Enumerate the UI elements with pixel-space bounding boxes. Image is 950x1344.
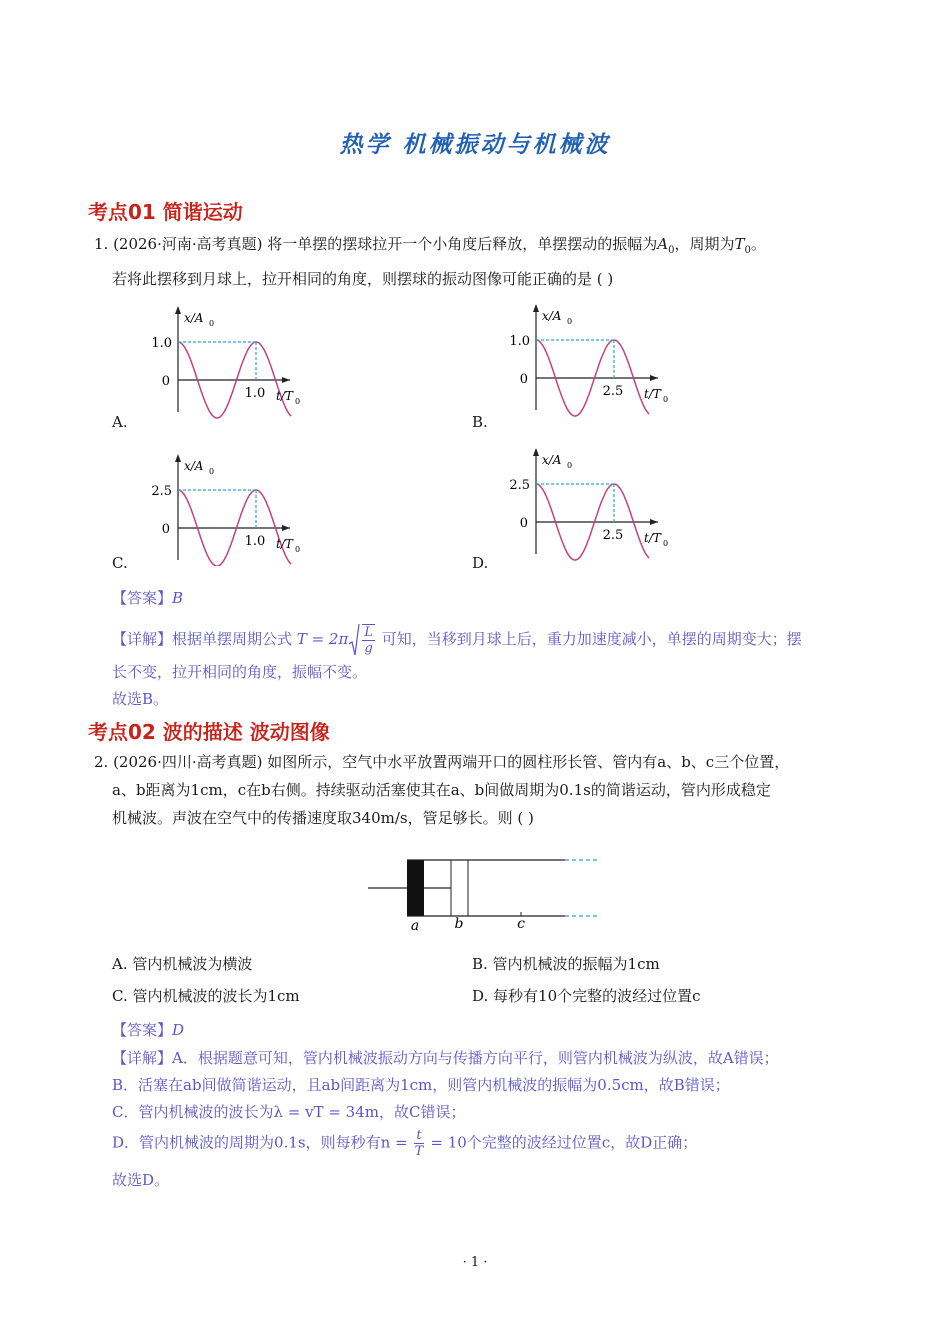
option-d-label: D. [472, 554, 489, 572]
question-1-text-mid: ，周期为 [674, 235, 735, 253]
page-title: 热学 机械振动与机械波 [339, 131, 611, 158]
question-1-text-end: 。 [750, 235, 766, 253]
period-subscript: 0 [744, 245, 751, 256]
detail-d-text: D．管内机械波的周期为0.1s，则每秒有n = [112, 1133, 408, 1152]
answer-value: B [172, 589, 184, 607]
q2-option-c: C. 管内机械波的波长为1cm [112, 987, 300, 1005]
q2-option-b: B. 管内机械波的振幅为1cm [472, 955, 660, 973]
graph-b-x-axis-label: t/T [644, 387, 661, 401]
detail-2-line-end: 故选D。 [112, 1171, 170, 1189]
graph-c-x-axis-label: t/T [276, 537, 293, 551]
graph-c-y-tick-label: 2.5 [151, 484, 172, 499]
graph-a-y-arrow [175, 306, 181, 314]
graph-d-y-axis-subscript: 0 [567, 461, 573, 470]
tube-diagram [365, 852, 605, 934]
option-a-label: A. [112, 413, 128, 431]
option-c-graph [140, 448, 320, 566]
section-title-2: 考点02 波的描述 波动图像 [88, 720, 330, 744]
formula-period: T = 2π [296, 630, 349, 648]
graph-d-x-axis-subscript: 0 [663, 539, 669, 548]
detail-1-line-2: 长不变，拉开相同的角度，振幅不变。 [112, 663, 368, 681]
detail-d-text-2: = 10个完整的波经过位置c，故D正确； [430, 1133, 698, 1152]
answer-2 [112, 1018, 184, 1042]
detail-2-line-b: B．活塞在ab间做简谐运动，且ab间距离为1cm，则管内机械波的振幅为0.5cm，故B错误； [112, 1076, 730, 1094]
question-2 [94, 748, 874, 832]
formula-numerator: L [364, 625, 373, 640]
graph-d-x-tick-label: 2.5 [602, 528, 624, 543]
period-symbol: T [734, 235, 745, 253]
question-1 [94, 230, 874, 293]
answer-value: D [172, 1021, 185, 1039]
graph-a-origin-label: 0 [161, 374, 170, 389]
graph-b-y-arrow [533, 304, 539, 312]
detail-label: 【详解】 [112, 630, 173, 648]
detail-text-2: 可知，当移到月球上后，重力加速度减小，单摆的周期变大；摆 [381, 630, 802, 648]
graph-b-x-axis-subscript: 0 [663, 395, 669, 404]
graph-d-origin-label: 0 [519, 516, 528, 531]
detail-2-line-a [112, 1047, 779, 1068]
graph-a-y-axis-label: x/A [184, 311, 204, 325]
question-1-text: 1. (2026·河南·高考真题) 将一单摆的摆球拉开一个小角度后释放，单摆摆动的振幅为 [94, 235, 658, 253]
fraction-denominator: T [414, 1144, 424, 1159]
graph-d-y-tick-label: 2.5 [509, 478, 530, 493]
option-a-graph [140, 300, 320, 420]
sqrt-symbol [348, 622, 360, 658]
graph-a-x-axis-subscript: 0 [295, 397, 301, 406]
amplitude-symbol: A [657, 235, 669, 253]
graph-a-y-tick-label: 1.0 [151, 336, 172, 351]
graph-a-x-arrow [282, 377, 290, 383]
section-title-1: 考点01 简谐运动 [88, 200, 243, 224]
graph-d-y-axis-label: x/A [542, 453, 562, 467]
graph-c-y-axis-subscript: 0 [209, 467, 215, 476]
question-1-line-1 [94, 230, 874, 265]
label-c: c [517, 916, 525, 932]
graph-c-y-axis-label: x/A [184, 459, 204, 473]
detail-d-fraction [414, 1128, 423, 1159]
graph-a-y-axis-subscript: 0 [209, 319, 215, 328]
formula-fraction [362, 624, 375, 656]
formula-denominator: g [364, 641, 373, 656]
graph-c-x-arrow [282, 525, 290, 531]
option-b-graph [498, 298, 688, 420]
graph-a-x-axis-label: t/T [276, 389, 293, 403]
q2-option-a: A. 管内机械波为横波 [112, 955, 253, 973]
question-2-line-1: 2. (2026·四川·高考真题) 如图所示，空气中水平放置两端开口的圆柱形长管、管内有a、b、c三个位置， [94, 753, 790, 771]
graph-d-x-axis-label: t/T [644, 531, 661, 545]
page-number: · 1 · [462, 1255, 488, 1270]
answer-label: 【答案】 [112, 1021, 173, 1039]
graph-b-origin-label: 0 [519, 372, 528, 387]
label-b: b [454, 916, 464, 932]
graph-a-x-tick-label: 1.0 [244, 386, 266, 401]
graph-b-y-axis-label: x/A [542, 309, 562, 323]
question-2-line-3: 机械波。声波在空气中的传播速度取340m/s，管足够长。则 ( ) [112, 809, 534, 827]
q2-option-d: D. 每秒有10个完整的波经过位置c [472, 987, 701, 1005]
graph-c-origin-label: 0 [161, 522, 170, 537]
piston [407, 860, 424, 916]
detail-1-line-3: 故选B。 [112, 690, 169, 708]
label-a: a [410, 918, 420, 934]
option-d-graph [498, 442, 688, 564]
question-1-line-2: 若将此摆移到月球上，拉开相同的角度，则摆球的振动图像可能正确的是 ( ) [112, 270, 614, 288]
graph-c-x-axis-subscript: 0 [295, 545, 301, 554]
amplitude-subscript: 0 [668, 245, 675, 256]
graph-b-y-tick-label: 1.0 [509, 334, 530, 349]
fraction-numerator: t [416, 1128, 422, 1143]
graph-b-y-axis-subscript: 0 [567, 317, 573, 326]
detail-1-line-1 [112, 622, 802, 658]
option-b-label: B. [472, 413, 488, 431]
graph-d-y-arrow [533, 448, 539, 456]
answer-label: 【答案】 [112, 589, 173, 607]
detail-2-line-c: C．管内机械波的波长为λ = vT = 34m，故C错误； [112, 1103, 466, 1121]
option-c-label: C. [112, 554, 128, 572]
graph-c-x-tick-label: 1.0 [244, 534, 266, 549]
detail-label: 【详解】 [112, 1049, 173, 1067]
detail-2-line-d [112, 1128, 697, 1159]
graph-c-y-arrow [175, 454, 181, 462]
graph-b-x-arrow [650, 375, 658, 381]
graph-d-x-arrow [650, 519, 658, 525]
graph-b-x-tick-label: 2.5 [602, 384, 624, 399]
detail-a-text: A．根据题意可知，管内机械波振动方向与传播方向平行，则管内机械波为纵波，故A错误； [172, 1049, 779, 1067]
detail-text: 根据单摆周期公式 [172, 630, 293, 648]
question-2-line-2: a、b距离为1cm，c在b右侧。持续驱动活塞使其在a、b间做周期为0.1s的简谐运动，管内形成稳定 [112, 781, 771, 799]
answer-1 [112, 586, 183, 610]
